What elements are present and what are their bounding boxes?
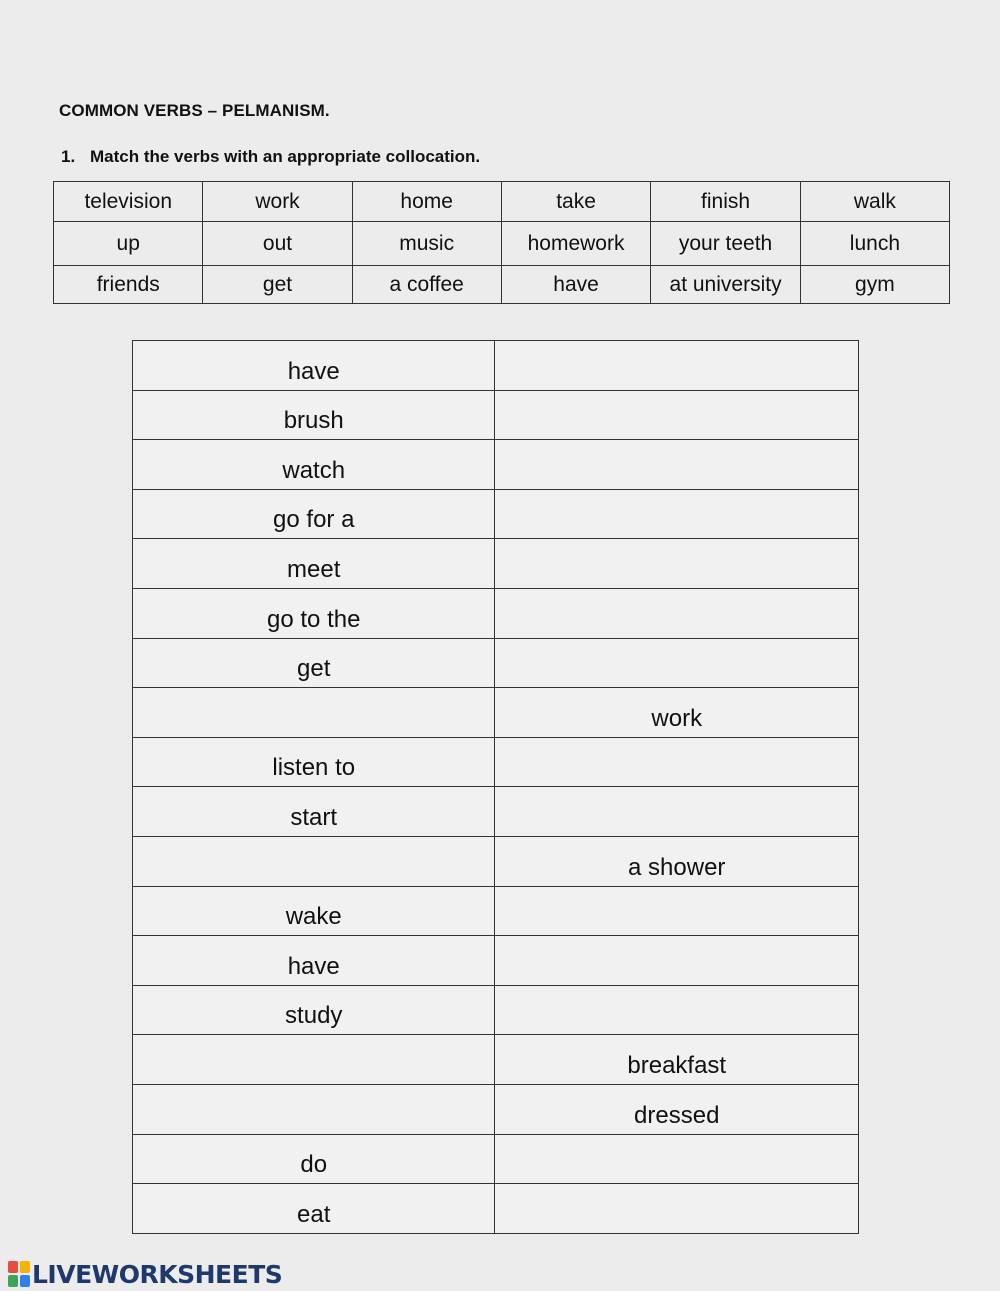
liveworksheets-logo[interactable]: [8, 1260, 282, 1288]
liveworksheets-icon: [8, 1261, 30, 1287]
matching-row: [133, 886, 859, 936]
matching-row: [133, 688, 859, 738]
matching-row: [133, 638, 859, 688]
word-bank-row: [54, 266, 950, 304]
word-bank-cell: lunch: [800, 222, 949, 266]
collocation-cell[interactable]: [495, 390, 859, 440]
collocation-cell[interactable]: [495, 341, 859, 391]
collocation-cell[interactable]: [495, 936, 859, 986]
collocation-cell[interactable]: [495, 737, 859, 787]
matching-table: [132, 340, 859, 1234]
verb-cell[interactable]: go for a: [133, 489, 495, 539]
instruction-number: 1.: [61, 147, 76, 166]
word-bank-cell: finish: [651, 182, 800, 222]
brand-name: LIVEWORKSHEETS: [32, 1259, 283, 1289]
matching-row: [133, 390, 859, 440]
verb-cell[interactable]: start: [133, 787, 495, 837]
collocation-cell[interactable]: [495, 638, 859, 688]
matching-row: [133, 936, 859, 986]
verb-cell[interactable]: eat: [133, 1184, 495, 1234]
word-bank-cell: take: [501, 182, 651, 222]
verb-cell[interactable]: listen to: [133, 737, 495, 787]
logo-square-icon: [8, 1275, 18, 1287]
collocation-cell[interactable]: [495, 1134, 859, 1184]
collocation-cell[interactable]: [495, 787, 859, 837]
matching-row: [133, 985, 859, 1035]
word-bank-cell: up: [54, 222, 203, 266]
matching-row: [133, 1134, 859, 1184]
word-bank-cell: at university: [651, 266, 800, 304]
collocation-cell[interactable]: breakfast: [495, 1035, 859, 1085]
logo-square-icon: [20, 1275, 30, 1287]
verb-cell[interactable]: meet: [133, 539, 495, 589]
matching-row: [133, 539, 859, 589]
verb-cell[interactable]: watch: [133, 440, 495, 490]
collocation-cell[interactable]: [495, 440, 859, 490]
matching-row: [133, 787, 859, 837]
collocation-cell[interactable]: [495, 1184, 859, 1234]
word-bank-row: [54, 182, 950, 222]
collocation-cell[interactable]: [495, 489, 859, 539]
verb-cell[interactable]: [133, 836, 495, 886]
verb-cell[interactable]: get: [133, 638, 495, 688]
word-bank-cell: your teeth: [651, 222, 800, 266]
collocation-cell[interactable]: a shower: [495, 836, 859, 886]
matching-row: [133, 489, 859, 539]
verb-cell[interactable]: do: [133, 1134, 495, 1184]
word-bank-cell: friends: [54, 266, 203, 304]
collocation-cell[interactable]: [495, 588, 859, 638]
verb-cell[interactable]: [133, 1084, 495, 1134]
collocation-cell[interactable]: [495, 985, 859, 1035]
verb-cell[interactable]: [133, 1035, 495, 1085]
matching-row: [133, 737, 859, 787]
word-bank-cell: music: [352, 222, 501, 266]
collocation-cell[interactable]: work: [495, 688, 859, 738]
word-bank-cell: a coffee: [352, 266, 501, 304]
matching-row: [133, 1184, 859, 1234]
verb-cell[interactable]: brush: [133, 390, 495, 440]
word-bank-cell: homework: [501, 222, 651, 266]
instruction: [61, 147, 480, 167]
instruction-text: Match the verbs with an appropriate collocation.: [90, 147, 481, 166]
word-bank-cell: gym: [800, 266, 949, 304]
word-bank-table: [53, 181, 950, 304]
word-bank-cell: get: [203, 266, 352, 304]
word-bank-cell: out: [203, 222, 352, 266]
logo-square-icon: [20, 1261, 30, 1273]
collocation-cell[interactable]: dressed: [495, 1084, 859, 1134]
matching-row: [133, 836, 859, 886]
verb-cell[interactable]: have: [133, 936, 495, 986]
verb-cell[interactable]: [133, 688, 495, 738]
word-bank-cell: home: [352, 182, 501, 222]
word-bank-cell: walk: [800, 182, 949, 222]
word-bank-cell: work: [203, 182, 352, 222]
verb-cell[interactable]: go to the: [133, 588, 495, 638]
logo-square-icon: [8, 1261, 18, 1273]
matching-row: [133, 588, 859, 638]
verb-cell[interactable]: study: [133, 985, 495, 1035]
matching-row: [133, 1035, 859, 1085]
collocation-cell[interactable]: [495, 539, 859, 589]
word-bank-cell: have: [501, 266, 651, 304]
page-title: COMMON VERBS – PELMANISM.: [59, 101, 330, 120]
verb-cell[interactable]: have: [133, 341, 495, 391]
matching-row: [133, 341, 859, 391]
word-bank-cell: television: [54, 182, 203, 222]
verb-cell[interactable]: wake: [133, 886, 495, 936]
collocation-cell[interactable]: [495, 886, 859, 936]
matching-row: [133, 440, 859, 490]
matching-row: [133, 1084, 859, 1134]
word-bank-row: [54, 222, 950, 266]
